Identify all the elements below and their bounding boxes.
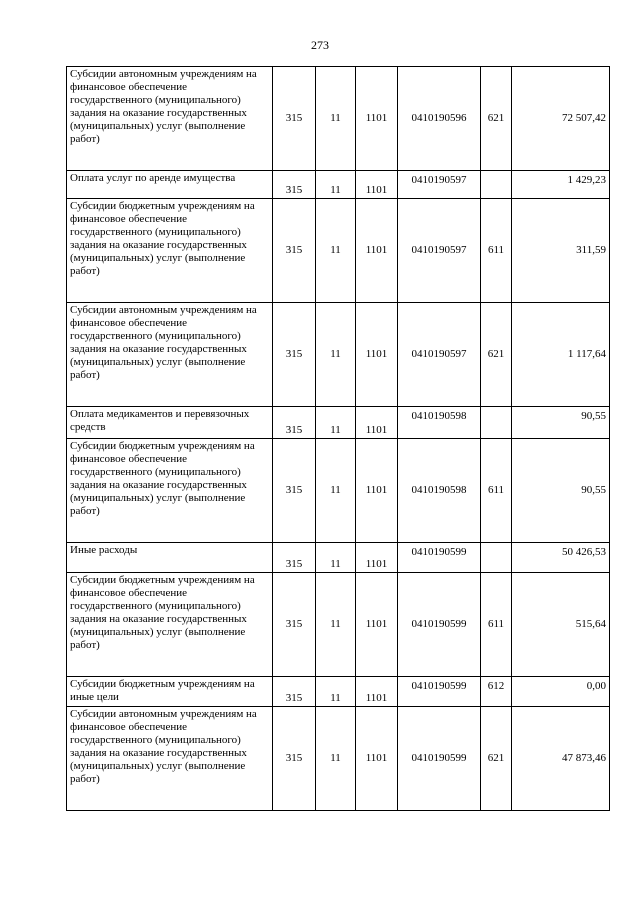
row-amount: 515,64 (512, 573, 610, 677)
row-subsection: 1101 (356, 439, 398, 543)
row-name: Субсидии бюджетным учреждениям на финансовое обеспечение государственного (муниципального) задания на оказание государственных (муниципальных) услуг (выполнение работ) (67, 573, 273, 677)
row-section: 11 (316, 543, 356, 573)
row-subsection: 1101 (356, 303, 398, 407)
table-row (67, 407, 610, 439)
row-target: 0410190599 (398, 573, 481, 677)
row-target: 0410190596 (398, 67, 481, 171)
row-name: Субсидии бюджетным учреждениям на финансовое обеспечение государственного (муниципального) задания на оказание государственных (муниципальных) услуг (выполнение работ) (67, 439, 273, 543)
row-section: 11 (316, 439, 356, 543)
table-row (67, 677, 610, 707)
table-row (67, 303, 610, 407)
row-ministry: 315 (273, 439, 316, 543)
row-amount: 72 507,42 (512, 67, 610, 171)
row-subsection: 1101 (356, 407, 398, 439)
row-type: 612 (481, 677, 512, 707)
table-row (67, 171, 610, 199)
row-name: Оплата услуг по аренде имущества (67, 171, 273, 199)
row-section: 11 (316, 303, 356, 407)
row-target: 0410190597 (398, 171, 481, 199)
row-type (481, 543, 512, 573)
row-type: 611 (481, 573, 512, 677)
row-target: 0410190599 (398, 677, 481, 707)
table-row (67, 67, 610, 171)
table-row (67, 707, 610, 811)
row-type: 621 (481, 303, 512, 407)
row-target: 0410190599 (398, 707, 481, 811)
row-name: Субсидии автономным учреждениям на финансовое обеспечение государственного (муниципального) задания на оказание государственных (муниципальных) услуг (выполнение работ) (67, 67, 273, 171)
row-name: Оплата медикаментов и перевязочных средств (67, 407, 273, 439)
row-ministry: 315 (273, 677, 316, 707)
row-amount: 47 873,46 (512, 707, 610, 811)
table-row (67, 199, 610, 303)
row-ministry: 315 (273, 67, 316, 171)
row-amount: 311,59 (512, 199, 610, 303)
row-subsection: 1101 (356, 573, 398, 677)
row-type: 611 (481, 199, 512, 303)
row-amount: 90,55 (512, 407, 610, 439)
table-row (67, 543, 610, 573)
row-section: 11 (316, 707, 356, 811)
row-type (481, 171, 512, 199)
row-section: 11 (316, 171, 356, 199)
row-subsection: 1101 (356, 199, 398, 303)
row-target: 0410190599 (398, 543, 481, 573)
row-name: Субсидии автономным учреждениям на финансовое обеспечение государственного (муниципального) задания на оказание государственных (муниципальных) услуг (выполнение работ) (67, 303, 273, 407)
row-ministry: 315 (273, 171, 316, 199)
row-name: Субсидии бюджетным учреждениям на иные цели (67, 677, 273, 707)
row-amount: 1 429,23 (512, 171, 610, 199)
row-amount: 1 117,64 (512, 303, 610, 407)
row-amount: 0,00 (512, 677, 610, 707)
row-subsection: 1101 (356, 67, 398, 171)
row-target: 0410190597 (398, 199, 481, 303)
row-ministry: 315 (273, 573, 316, 677)
row-ministry: 315 (273, 707, 316, 811)
row-ministry: 315 (273, 199, 316, 303)
row-ministry: 315 (273, 407, 316, 439)
row-section: 11 (316, 67, 356, 171)
row-type (481, 407, 512, 439)
row-amount: 50 426,53 (512, 543, 610, 573)
row-name: Иные расходы (67, 543, 273, 573)
row-type: 621 (481, 67, 512, 171)
row-section: 11 (316, 407, 356, 439)
row-target: 0410190597 (398, 303, 481, 407)
row-type: 611 (481, 439, 512, 543)
budget-table (66, 66, 610, 811)
row-ministry: 315 (273, 543, 316, 573)
row-section: 11 (316, 677, 356, 707)
row-subsection: 1101 (356, 677, 398, 707)
row-target: 0410190598 (398, 407, 481, 439)
row-ministry: 315 (273, 303, 316, 407)
row-amount: 90,55 (512, 439, 610, 543)
row-subsection: 1101 (356, 171, 398, 199)
row-section: 11 (316, 199, 356, 303)
row-subsection: 1101 (356, 707, 398, 811)
row-target: 0410190598 (398, 439, 481, 543)
row-subsection: 1101 (356, 543, 398, 573)
row-name: Субсидии автономным учреждениям на финансовое обеспечение государственного (муниципального) задания на оказание государственных (муниципальных) услуг (выполнение работ) (67, 707, 273, 811)
table-row (67, 573, 610, 677)
row-type: 621 (481, 707, 512, 811)
page-number: 273 (311, 38, 329, 52)
row-section: 11 (316, 573, 356, 677)
table-row (67, 439, 610, 543)
row-name: Субсидии бюджетным учреждениям на финансовое обеспечение государственного (муниципального) задания на оказание государственных (муниципальных) услуг (выполнение работ) (67, 199, 273, 303)
